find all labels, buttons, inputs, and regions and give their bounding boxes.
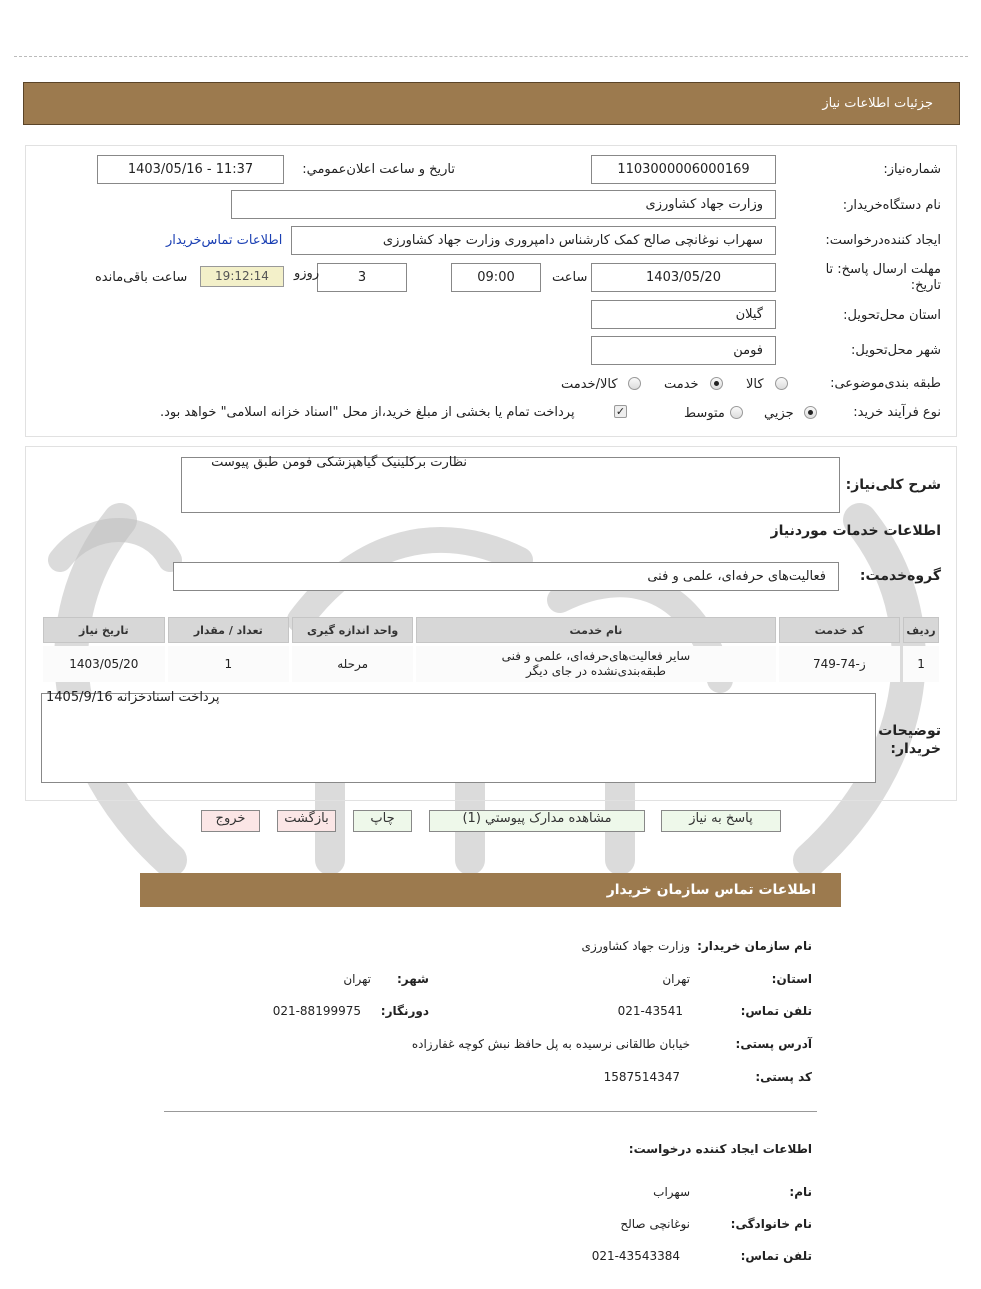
page-title: جزئیات اطلاعات نیاز bbox=[822, 96, 933, 111]
contact-city-label: شهر: bbox=[397, 972, 429, 986]
buyer-org-field: وزارت جهاد کشاورزی bbox=[231, 190, 776, 219]
creator-first-name-value: سهراب bbox=[653, 1185, 690, 1199]
contact-phone-value: 021-43541 bbox=[617, 1004, 683, 1018]
category-option-service: خدمت bbox=[664, 377, 699, 392]
category-label: طبقه بندی‌موضوعی: bbox=[830, 376, 941, 391]
col-service-name: نام خدمت bbox=[416, 617, 775, 643]
back-button[interactable]: بازگشت bbox=[277, 810, 336, 832]
cell-quantity: 1 bbox=[168, 646, 289, 682]
creator-phone-label: تلفن تماس: bbox=[740, 1249, 812, 1263]
days-label: روزو bbox=[294, 266, 320, 281]
city-label: شهر محل‌تحویل: bbox=[851, 343, 941, 358]
service-group-label: گروه‌خدمت: bbox=[859, 568, 941, 584]
need-number-field: 1103000006000169 bbox=[591, 155, 776, 184]
col-need-date: تاریخ نیاز bbox=[43, 617, 165, 643]
deadline-time-field: 09:00 bbox=[451, 263, 541, 292]
purchase-option-medium: متوسط bbox=[684, 406, 725, 421]
top-divider bbox=[14, 56, 968, 57]
cell-service-name: سایر فعالیت‌های‌حرفه‌ای، علمی و فنی طبقه‌بندی‌نشده در جای دیگر bbox=[416, 646, 775, 682]
services-title: اطلاعات خدمات موردنیاز bbox=[770, 523, 941, 539]
contact-address-label: آدرس پستی: bbox=[735, 1037, 812, 1051]
remaining-label: ساعت باقی‌مانده bbox=[95, 270, 188, 285]
contact-phone-label: تلفن تماس: bbox=[740, 1004, 812, 1018]
creator-last-name-value: نوغانچی صالح bbox=[620, 1217, 690, 1231]
col-service-code: کد خدمت bbox=[779, 617, 900, 643]
buyer-notes-label: توضیحات خریدار: bbox=[878, 723, 941, 757]
col-quantity: تعداد / مقدار bbox=[168, 617, 289, 643]
cell-need-date: 1403/05/20 bbox=[43, 646, 165, 682]
services-table-wrap bbox=[40, 614, 942, 685]
buyer-org-label: نام دستگاه‌خریدار: bbox=[842, 198, 941, 213]
treasury-payment-checkbox[interactable]: ✓ bbox=[615, 405, 626, 418]
city-field: فومن bbox=[591, 336, 776, 365]
contact-city-value: تهران bbox=[343, 972, 371, 986]
province-field: گیلان bbox=[591, 300, 776, 329]
contact-postal-value: 1587514347 bbox=[603, 1070, 680, 1084]
buyer-contact-link[interactable]: اطلاعات تماس‌خریدار bbox=[166, 233, 283, 248]
need-number-label: شماره‌نیاز: bbox=[883, 162, 941, 177]
contact-divider bbox=[164, 1111, 817, 1112]
category-option-goods: کالا bbox=[746, 377, 764, 392]
announce-date-label: تاريخ و ساعت اعلان‌عمومي: bbox=[302, 162, 455, 177]
deadline-date-field: 1403/05/20 bbox=[591, 263, 776, 292]
days-field: 3 bbox=[317, 263, 407, 292]
print-button[interactable]: چاپ bbox=[353, 810, 412, 832]
announce-date-field: 1403/05/16 - 11:37 bbox=[97, 155, 284, 184]
contact-org-value: وزارت جهاد کشاورزی bbox=[581, 939, 690, 953]
category-radio-both[interactable] bbox=[628, 377, 641, 390]
service-group-field: فعالیت‌های حرفه‌ای، علمی و فنی bbox=[173, 562, 839, 591]
contact-fax-label: دورنگار: bbox=[380, 1004, 429, 1018]
buyer-notes-box bbox=[41, 690, 876, 783]
category-radio-service[interactable] bbox=[710, 377, 723, 390]
contact-province-value: تهران bbox=[662, 972, 690, 986]
exit-button[interactable]: خروج bbox=[201, 810, 260, 832]
description-label: شرح کلی‌نیاز: bbox=[845, 477, 941, 493]
col-unit: واحد اندازه گیری bbox=[292, 617, 413, 643]
purchase-option-small: جزيي bbox=[764, 406, 794, 421]
deadline-time-label: ساعت bbox=[552, 270, 588, 285]
remaining-time: 19:12:14 bbox=[200, 266, 284, 287]
creator-phone-value: 021-43543384 bbox=[591, 1249, 680, 1263]
deadline-label: مهلت ارسال پاسخ: تا تاریخ: bbox=[825, 262, 941, 293]
contact-province-label: استان: bbox=[771, 972, 812, 986]
category-option-both: کالا/خدمت bbox=[561, 377, 618, 392]
buyer-contact-header bbox=[140, 873, 841, 907]
contact-org-label: نام سازمان خریدار: bbox=[697, 939, 812, 953]
contact-address-value: خیابان طالقانی نرسیده به پل حافظ نبش کوچه غفارزاده bbox=[411, 1037, 690, 1051]
cell-row-number: 1 bbox=[903, 646, 939, 682]
purchase-radio-small[interactable] bbox=[804, 406, 817, 419]
creator-info-title: اطلاعات ایجاد کننده درخواست: bbox=[628, 1142, 812, 1156]
treasury-payment-note: پرداخت تمام یا بخشی از مبلغ خرید،از محل "اسناد خزانه اسلامی" خواهد بود. bbox=[160, 405, 575, 420]
creator-field: سهراب نوغانچی صالح کمک کارشناس دامپروری وزارت جهاد کشاورزی bbox=[291, 226, 776, 255]
category-radio-goods[interactable] bbox=[775, 377, 788, 390]
creator-last-name-label: نام خانوادگی: bbox=[730, 1217, 812, 1231]
services-table bbox=[40, 614, 942, 685]
purchase-type-label: نوع فرآیند خرید: bbox=[853, 405, 941, 420]
buyer-contact-title: اطلاعات تماس سازمان خریدار bbox=[606, 882, 816, 898]
col-row-number: ردیف bbox=[903, 617, 939, 643]
table-row bbox=[43, 646, 939, 682]
creator-label: ایجاد کننده‌درخواست: bbox=[825, 233, 941, 248]
description-box bbox=[181, 457, 840, 513]
contact-fax-value: 021-88199975 bbox=[272, 1004, 361, 1018]
reply-button[interactable]: پاسخ به نیاز bbox=[661, 810, 781, 832]
table-header-row bbox=[43, 617, 939, 643]
buyer-notes-text: پرداخت اسنادخزانه 1405/9/16 bbox=[46, 690, 220, 705]
province-label: استان محل‌تحویل: bbox=[843, 308, 941, 323]
cell-service-code: ز-74-749 bbox=[779, 646, 900, 682]
creator-first-name-label: نام: bbox=[789, 1185, 812, 1199]
cell-unit: مرحله bbox=[292, 646, 413, 682]
description-text: نظارت برکلینیک گیاهپزشکی فومن طبق پیوست bbox=[211, 455, 467, 470]
contact-postal-label: کد پستی: bbox=[755, 1070, 812, 1084]
purchase-radio-medium[interactable] bbox=[730, 406, 743, 419]
page-header bbox=[23, 82, 960, 125]
view-attachments-button[interactable]: مشاهده مدارک پیوستي (1) bbox=[429, 810, 645, 832]
